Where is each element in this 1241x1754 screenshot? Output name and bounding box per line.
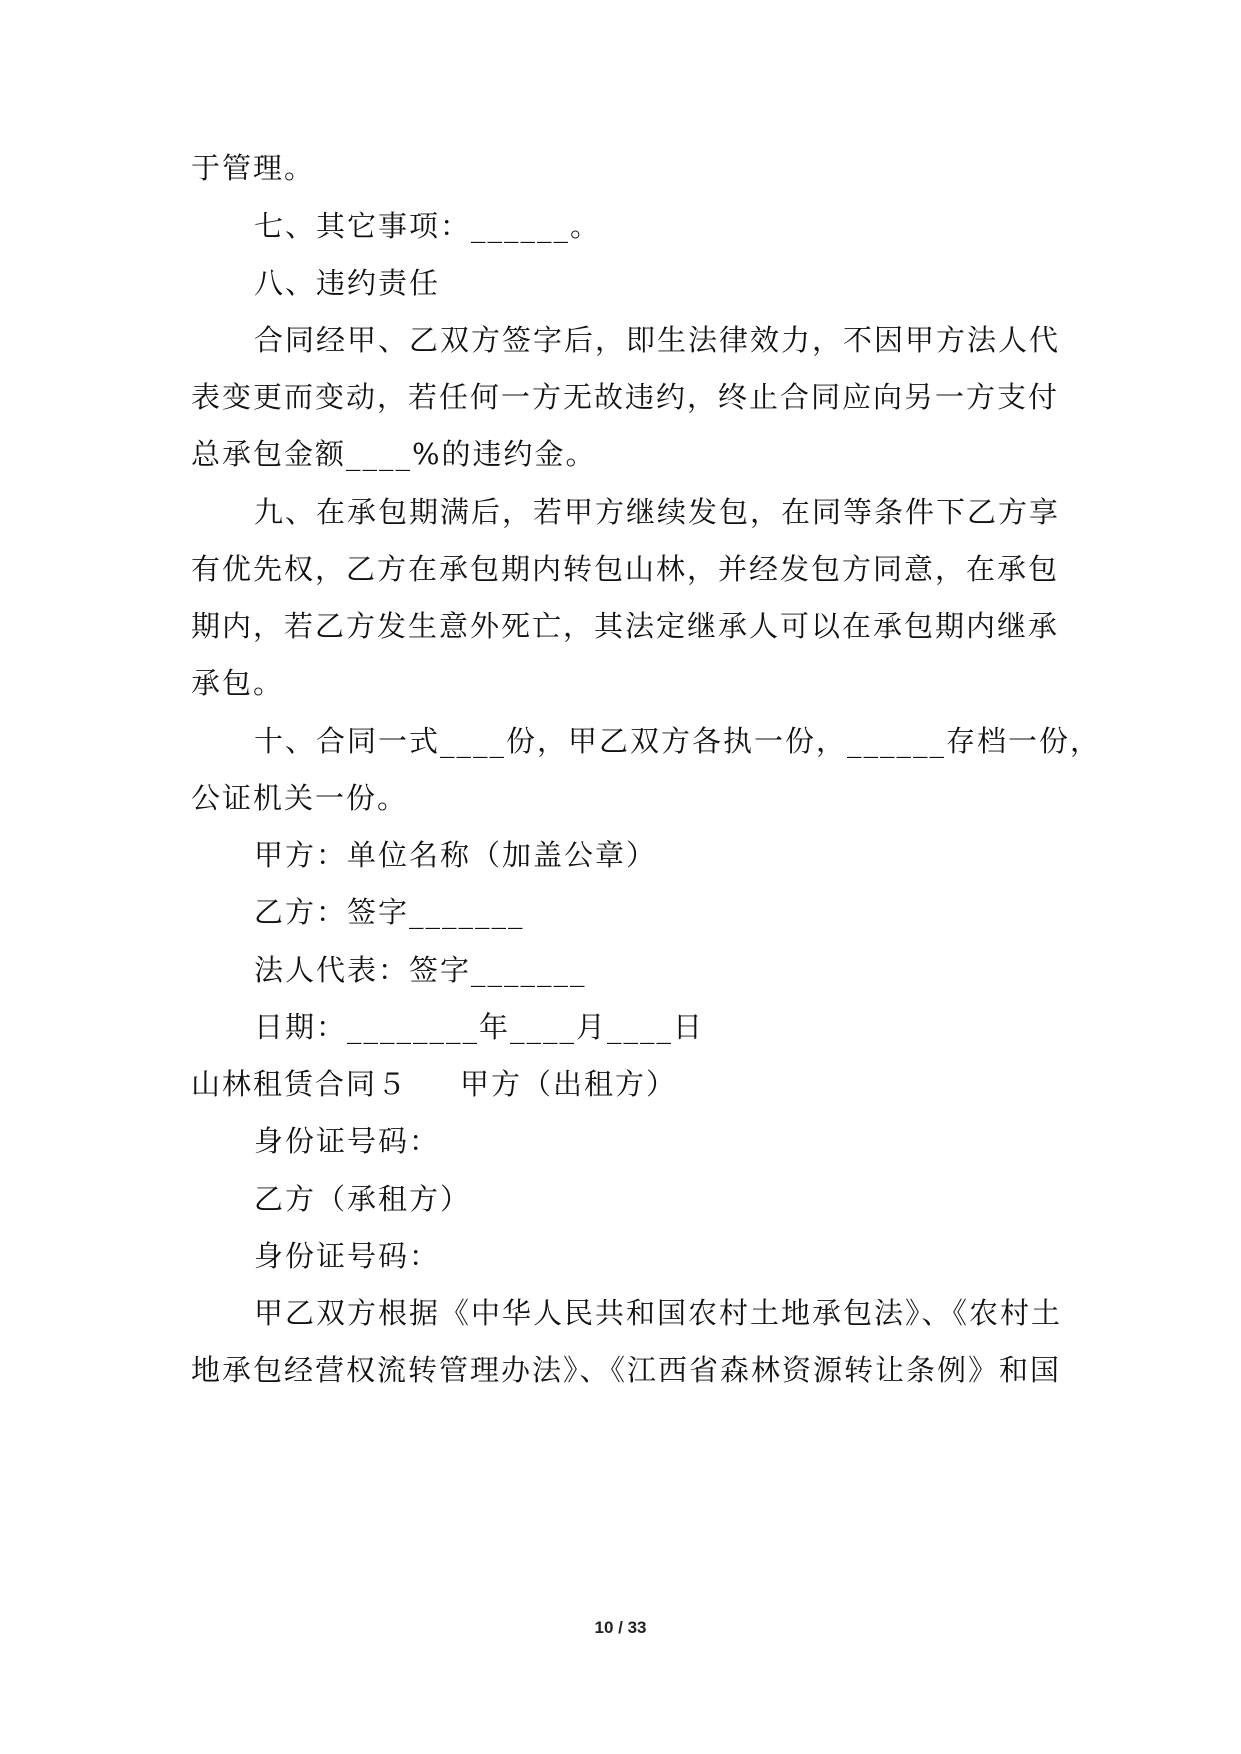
text-line: 八、违约责任 bbox=[254, 266, 441, 300]
text-line: 表变更而变动，若任何一方无故违约，终止合同应向另一方支付 bbox=[191, 380, 1060, 414]
text-line: 地承包经营权流转管理办法》、《江西省森林资源转让条例》和国 bbox=[191, 1353, 1062, 1387]
signature-date: 日期：________年____月____日 bbox=[254, 1010, 705, 1044]
text-line: 公证机关一份。 bbox=[191, 781, 409, 815]
text-line: 总承包金额____%的违约金。 bbox=[191, 437, 597, 471]
section-title bbox=[191, 1064, 677, 1104]
text-line: 九、在承包期满后，若甲方继续发包，在同等条件下乙方享 bbox=[254, 495, 1061, 529]
text-line: 十、合同一式____份，甲乙双方各执一份，______存档一份， bbox=[254, 724, 1102, 758]
text-line: 承包。 bbox=[191, 666, 285, 700]
text-line: 合同经甲、乙双方签字后，即生法律效力，不因甲方法人代 bbox=[254, 323, 1061, 357]
text-line: 七、其它事项：______。 bbox=[254, 209, 602, 243]
text-line: 身份证号码： bbox=[254, 1239, 441, 1273]
signature-legal-rep: 法人代表：签字_______ bbox=[254, 953, 587, 987]
signature-party-a: 甲方：单位名称（加盖公章） bbox=[254, 838, 658, 872]
text-line: 期内，若乙方发生意外死亡，其法定继承人可以在承包期内继承 bbox=[191, 609, 1060, 643]
signature-party-b: 乙方：签字_______ bbox=[254, 895, 525, 929]
text-line: 身份证号码： bbox=[254, 1124, 441, 1158]
text-line: 有优先权，乙方在承包期内转包山林，并经发包方同意，在承包 bbox=[191, 552, 1060, 586]
party-a-label: 甲方（出租方） bbox=[460, 1067, 678, 1101]
page-number: 10 / 33 bbox=[594, 1618, 647, 1637]
text-line: 于管理。 bbox=[191, 151, 316, 185]
text-line: 甲乙双方根据《中华人民共和国农村土地承包法》、《农村土 bbox=[254, 1296, 1063, 1330]
contract-title: 山林租赁合同５ bbox=[191, 1067, 409, 1101]
text-line: 乙方（承租方） bbox=[254, 1182, 472, 1216]
